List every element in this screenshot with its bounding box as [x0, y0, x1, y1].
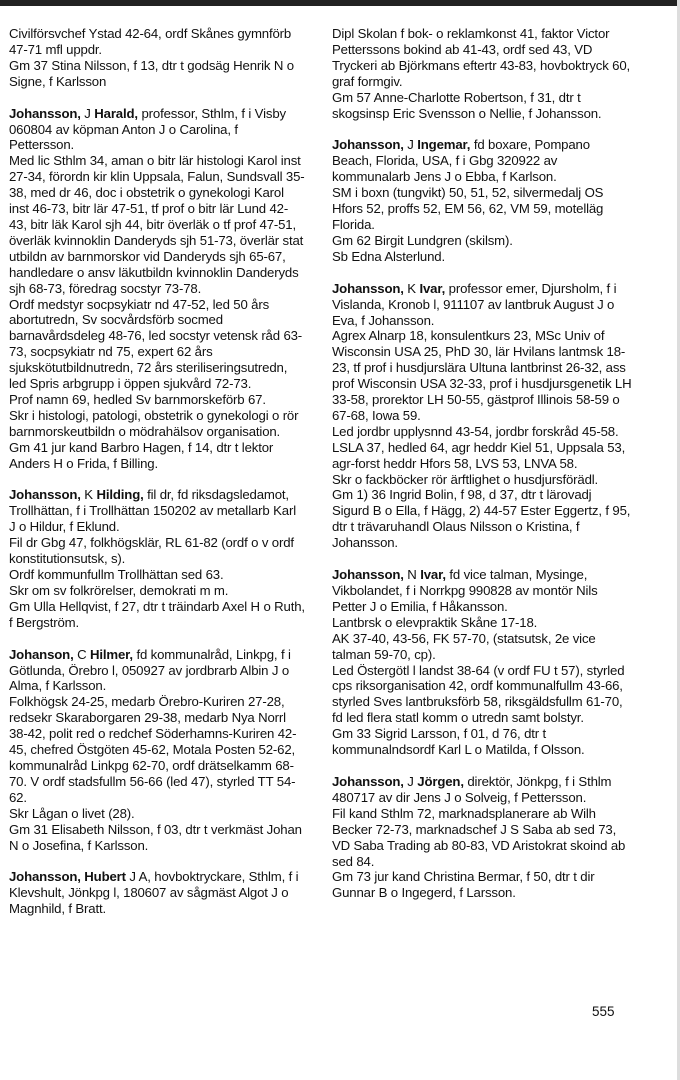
entry-surname: Johansson,: [332, 280, 404, 296]
entry-paragraph: Folkhögsk 24-25, medarb Örebro-Kuriren 27-28, redsekr Skaraborgaren 29-38, medarb Nya Norrl 38-42, polit red o redchef Söderhamns-Kuriren 42-45, chefred Östgöten 45-62, Motala Posten 52-62, kommunalråd Linkpg 62-70, ordf drätselkamm 68-70. V ordf stadsfullm 56-66 (led 47), styrled TT 54-62.: [9, 694, 297, 805]
entry-paragraph: Sb Edna Alsterlund.: [332, 248, 445, 264]
entry-intro: fd kommunalråd, Linkpg, f i Götlunda, Örebro l, 050927 av jordbrarb Albin J o Alma, f Karlsson.: [9, 646, 291, 694]
entry-initial: J: [84, 105, 91, 121]
entry-surname: Johansson,: [9, 487, 81, 503]
entry-given-name: Jörgen,: [417, 773, 464, 789]
entry-given-name: Hubert: [84, 869, 126, 885]
entry-given-name: Harald,: [94, 105, 138, 121]
entry-intro: fd vice talman, Mysinge, Vikbolandet, f i Norrkpg 990828 av montör Nils Petter J o Emilia, f Håkansson.: [332, 567, 598, 614]
entry-paragraph: Civilförsvchef Ystad 42-64, ordf Skånes gymnförb 47-71 mfl uppdr.: [9, 26, 292, 57]
entry-paragraph: Ordf kommunfullm Trollhättan sed 63.: [9, 567, 224, 582]
biography-entry: [332, 774, 632, 901]
entry-paragraph: Ordf medstyr socpsykiatr nd 47-52, led 50 års abortutredn, Sv socvårdsförb socmed barnavårdsdeleg 48-76, led socstyr vetensk råd 63-73, socpsykiatr nd 75, expert 62 års sjukskötutbildnutredn, 72 års steriliseringsutredn, led Spris arbgrupp i öppen sjukvård 72-73.: [9, 296, 303, 392]
entry-paragraph: Skr om sv folkrörelser, demokrati m m.: [9, 582, 229, 598]
entry-intro: J A, hovboktryckare, Sthlm, f i Klevshult, Jönkpg l, 180607 av sågmäst Algot J o Magnhild, f Bratt.: [9, 869, 299, 917]
entry-paragraph: Gm 37 Stina Nilsson, f 13, dtr t godsäg Henrik N o Signe, f Karlsson: [9, 57, 294, 89]
left-column: [9, 26, 305, 933]
biography-entry: [9, 647, 305, 854]
entry-initial: J: [407, 137, 414, 153]
entry-paragraph: Gm 57 Anne-Charlotte Robertson, f 31, dtr t skogsinsp Eric Svensson o Nellie, f Johansson.: [332, 89, 602, 121]
entry-heading: [9, 106, 305, 154]
entry-given-name: Ivar,: [419, 280, 446, 296]
entry-intro: fd boxare, Pompano Beach, Florida, USA, f i Gbg 320922 av kommunalarb Jens J o Ebba, f Karlson.: [332, 137, 590, 185]
entry-paragraph: Med lic Sthlm 34, aman o bitr lär histologi Karol inst 27-34, förordn kir klin Uppsala, Falun, Sundsvall 35-38, med dr 46, doc i obstetrik o gynekologi Karol inst 46-73, bitr lär 47-51, tf prof o bitr lär Lund 42-43, bitr läk Karol sjh 44, bitr överläk o tf prof 47-51, överläk kvinnoklin Danderyds sjh 51-73, överlär stat utbildn av barnmorskor vid Danderyds sjh 65-67, handledare o ansv läkutbildn kvinnoklin Danderyds sjh 68-73, föredrag socstyr 73-78.: [9, 153, 305, 296]
entry-given-name: Hilmer,: [90, 646, 133, 662]
biography-entry: [332, 281, 632, 551]
entry-paragraph: Skr o fackböcker rör ärftlighet o husdjursförädl.: [332, 471, 599, 487]
entry-paragraph: AK 37-40, 43-56, FK 57-70, (statsutsk, 2e vice talman 59-70, cp).: [332, 630, 596, 662]
biography-entry: [332, 137, 632, 264]
entry-given-name: Ingemar,: [417, 137, 471, 153]
biography-entry: [332, 567, 632, 758]
entry-heading: [9, 647, 305, 695]
entry-surname: Johanson,: [9, 646, 74, 662]
entry-paragraph: Skr Lågan o livet (28).: [9, 805, 135, 821]
entry-initial: K: [84, 487, 93, 503]
entry-surname: Johansson,: [9, 869, 81, 885]
entry-paragraph: Gm 73 jur kand Christina Bermar, f 50, dtr t dir Gunnar B o Ingegerd, f Larsson.: [332, 869, 595, 901]
entry-heading: [332, 567, 632, 615]
scan-top-edge: [0, 0, 680, 6]
entry-initial: K: [407, 280, 416, 296]
entry-heading: [9, 869, 305, 917]
entry-paragraph: Fil dr Gbg 47, folkhögsklär, RL 61-82 (ordf o v ordf konstitutionsutsk, s).: [9, 535, 294, 567]
entry-surname: Johansson,: [332, 137, 404, 153]
entry-paragraph: Gm 1) 36 Ingrid Bolin, f 98, d 37, dtr t lärovadj Sigurd B o Ella, f Hägg, 2) 44-57 Ester Eggertz, f 95, dtr t trävaruhandl Olaus Nilsson o Kristina, f Johansson.: [332, 487, 631, 551]
entry-paragraph: SM i boxn (tungvikt) 50, 51, 52, silvermedalj OS Hfors 52, proffs 52, EM 56, 62, VM 59, motelläg Florida.: [332, 185, 604, 232]
entry-paragraph: Skr i histologi, patologi, obstetrik o gynekologi o rör barnmorskeutbildn o mödrahälsov organisation.: [9, 407, 299, 439]
entry-given-name: Hilding,: [96, 487, 144, 503]
entry-initial: C: [77, 646, 87, 662]
entry-paragraph: Gm 31 Elisabeth Nilsson, f 03, dtr t verkmäst Johan N o Josefina, f Karlsson.: [9, 821, 302, 853]
entry-heading: [332, 774, 632, 806]
entry-heading: [332, 281, 632, 329]
biography-entry: [9, 869, 305, 917]
entry-given-name: Ivar,: [420, 567, 446, 583]
entry-paragraph: Prof namn 69, hedled Sv barnmorskeförb 67.: [9, 391, 266, 407]
entry-paragraph: Fil kand Sthlm 72, marknadsplanerare ab Wilh Becker 72-73, marknadschef J S Saba ab sed 73, VD Saba Trading ab 80-83, VD Aristokrat skoind ab sed 84.: [332, 805, 626, 869]
entry-paragraph: LSLA 37, hedled 64, agr heddr Kiel 51, Uppsala 53, agr-forst heddr Hfors 58, LVS 53, LNVA 58.: [332, 439, 626, 471]
entry-intro: professor, Sthlm, f i Visby 060804 av köpman Anton J o Carolina, f Pettersson.: [9, 105, 286, 153]
entry-paragraph: Agrex Alnarp 18, konsulentkurs 23, MSc Univ of Wisconsin USA 25, PhD 30, lär Hvilans lantmsk 18-23, tf prof i husdjurslära Ultuna lantbrinst 26-32, ass prof Wisconsin USA 32-33, prof i husdjursgenetik LH 33-58, prorektor LH 50-55, gästprof Illinois 58-59 o 67-68, Iowa 59.: [332, 328, 632, 423]
entry-continuation: [9, 26, 305, 90]
entry-initial: J: [407, 773, 414, 789]
entry-paragraph: Gm 33 Sigrid Larsson, f 01, d 76, dtr t kommunalndsordf Karl L o Matilda, f Olsson.: [332, 726, 585, 758]
entry-paragraph: Led jordbr upplysnnd 43-54, jordbr forskråd 45-58.: [332, 423, 619, 439]
entry-surname: Johansson,: [332, 567, 404, 583]
entry-heading: [332, 137, 632, 185]
entry-continuation: [332, 26, 632, 121]
entry-paragraph: Dipl Skolan f bok- o reklamkonst 41, faktor Victor Petterssons bokind ab 41-43, ordf sed 43, VD Tryckeri ab Björkmans eftertr 43-83, hovboktryck 60, graf formgiv.: [332, 26, 631, 89]
entry-surname: Johansson,: [9, 105, 81, 121]
entry-paragraph: Gm 41 jur kand Barbro Hagen, f 14, dtr t lektor Anders H o Frida, f Billing.: [9, 439, 274, 471]
entry-intro: professor emer, Djursholm, f i Vislanda, Kronob l, 911107 av lantbruk August J o Eva, f Johansson.: [332, 280, 617, 328]
entry-surname: Johansson,: [332, 773, 404, 789]
entry-paragraph: Lantbrsk o elevpraktik Skåne 17-18.: [332, 614, 538, 630]
entry-intro: direktör, Jönkpg, f i Sthlm 480717 av dir Jens J o Solveig, f Pettersson.: [332, 773, 612, 805]
entry-paragraph: Gm 62 Birgit Lundgren (skilsm).: [332, 232, 513, 248]
biography-entry: [9, 106, 305, 472]
biography-entry: [9, 487, 305, 630]
entry-paragraph: Led Östergötl l landst 38-64 (v ordf FU t 57), styrled cps riksorganisation 42, ordf kommunalfullm 43-66, styrled Sves lantbruksförb 58, riksgäldsfullm 61-70, fd led flera statl komm o utredn samt bolstyr.: [332, 662, 625, 726]
entry-paragraph: Gm Ulla Hellqvist, f 27, dtr t träindarb Axel H o Ruth, f Bergström.: [9, 598, 305, 630]
entry-heading: [9, 487, 305, 535]
page-number: 555: [592, 1004, 615, 1019]
entry-intro: fil dr, fd riksdagsledamot, Trollhättan, f i Trollhättan 150202 av metallarb Karl J o Hildur, f Eklund.: [9, 487, 296, 535]
right-column: [332, 26, 632, 917]
entry-initial: N: [407, 567, 417, 583]
